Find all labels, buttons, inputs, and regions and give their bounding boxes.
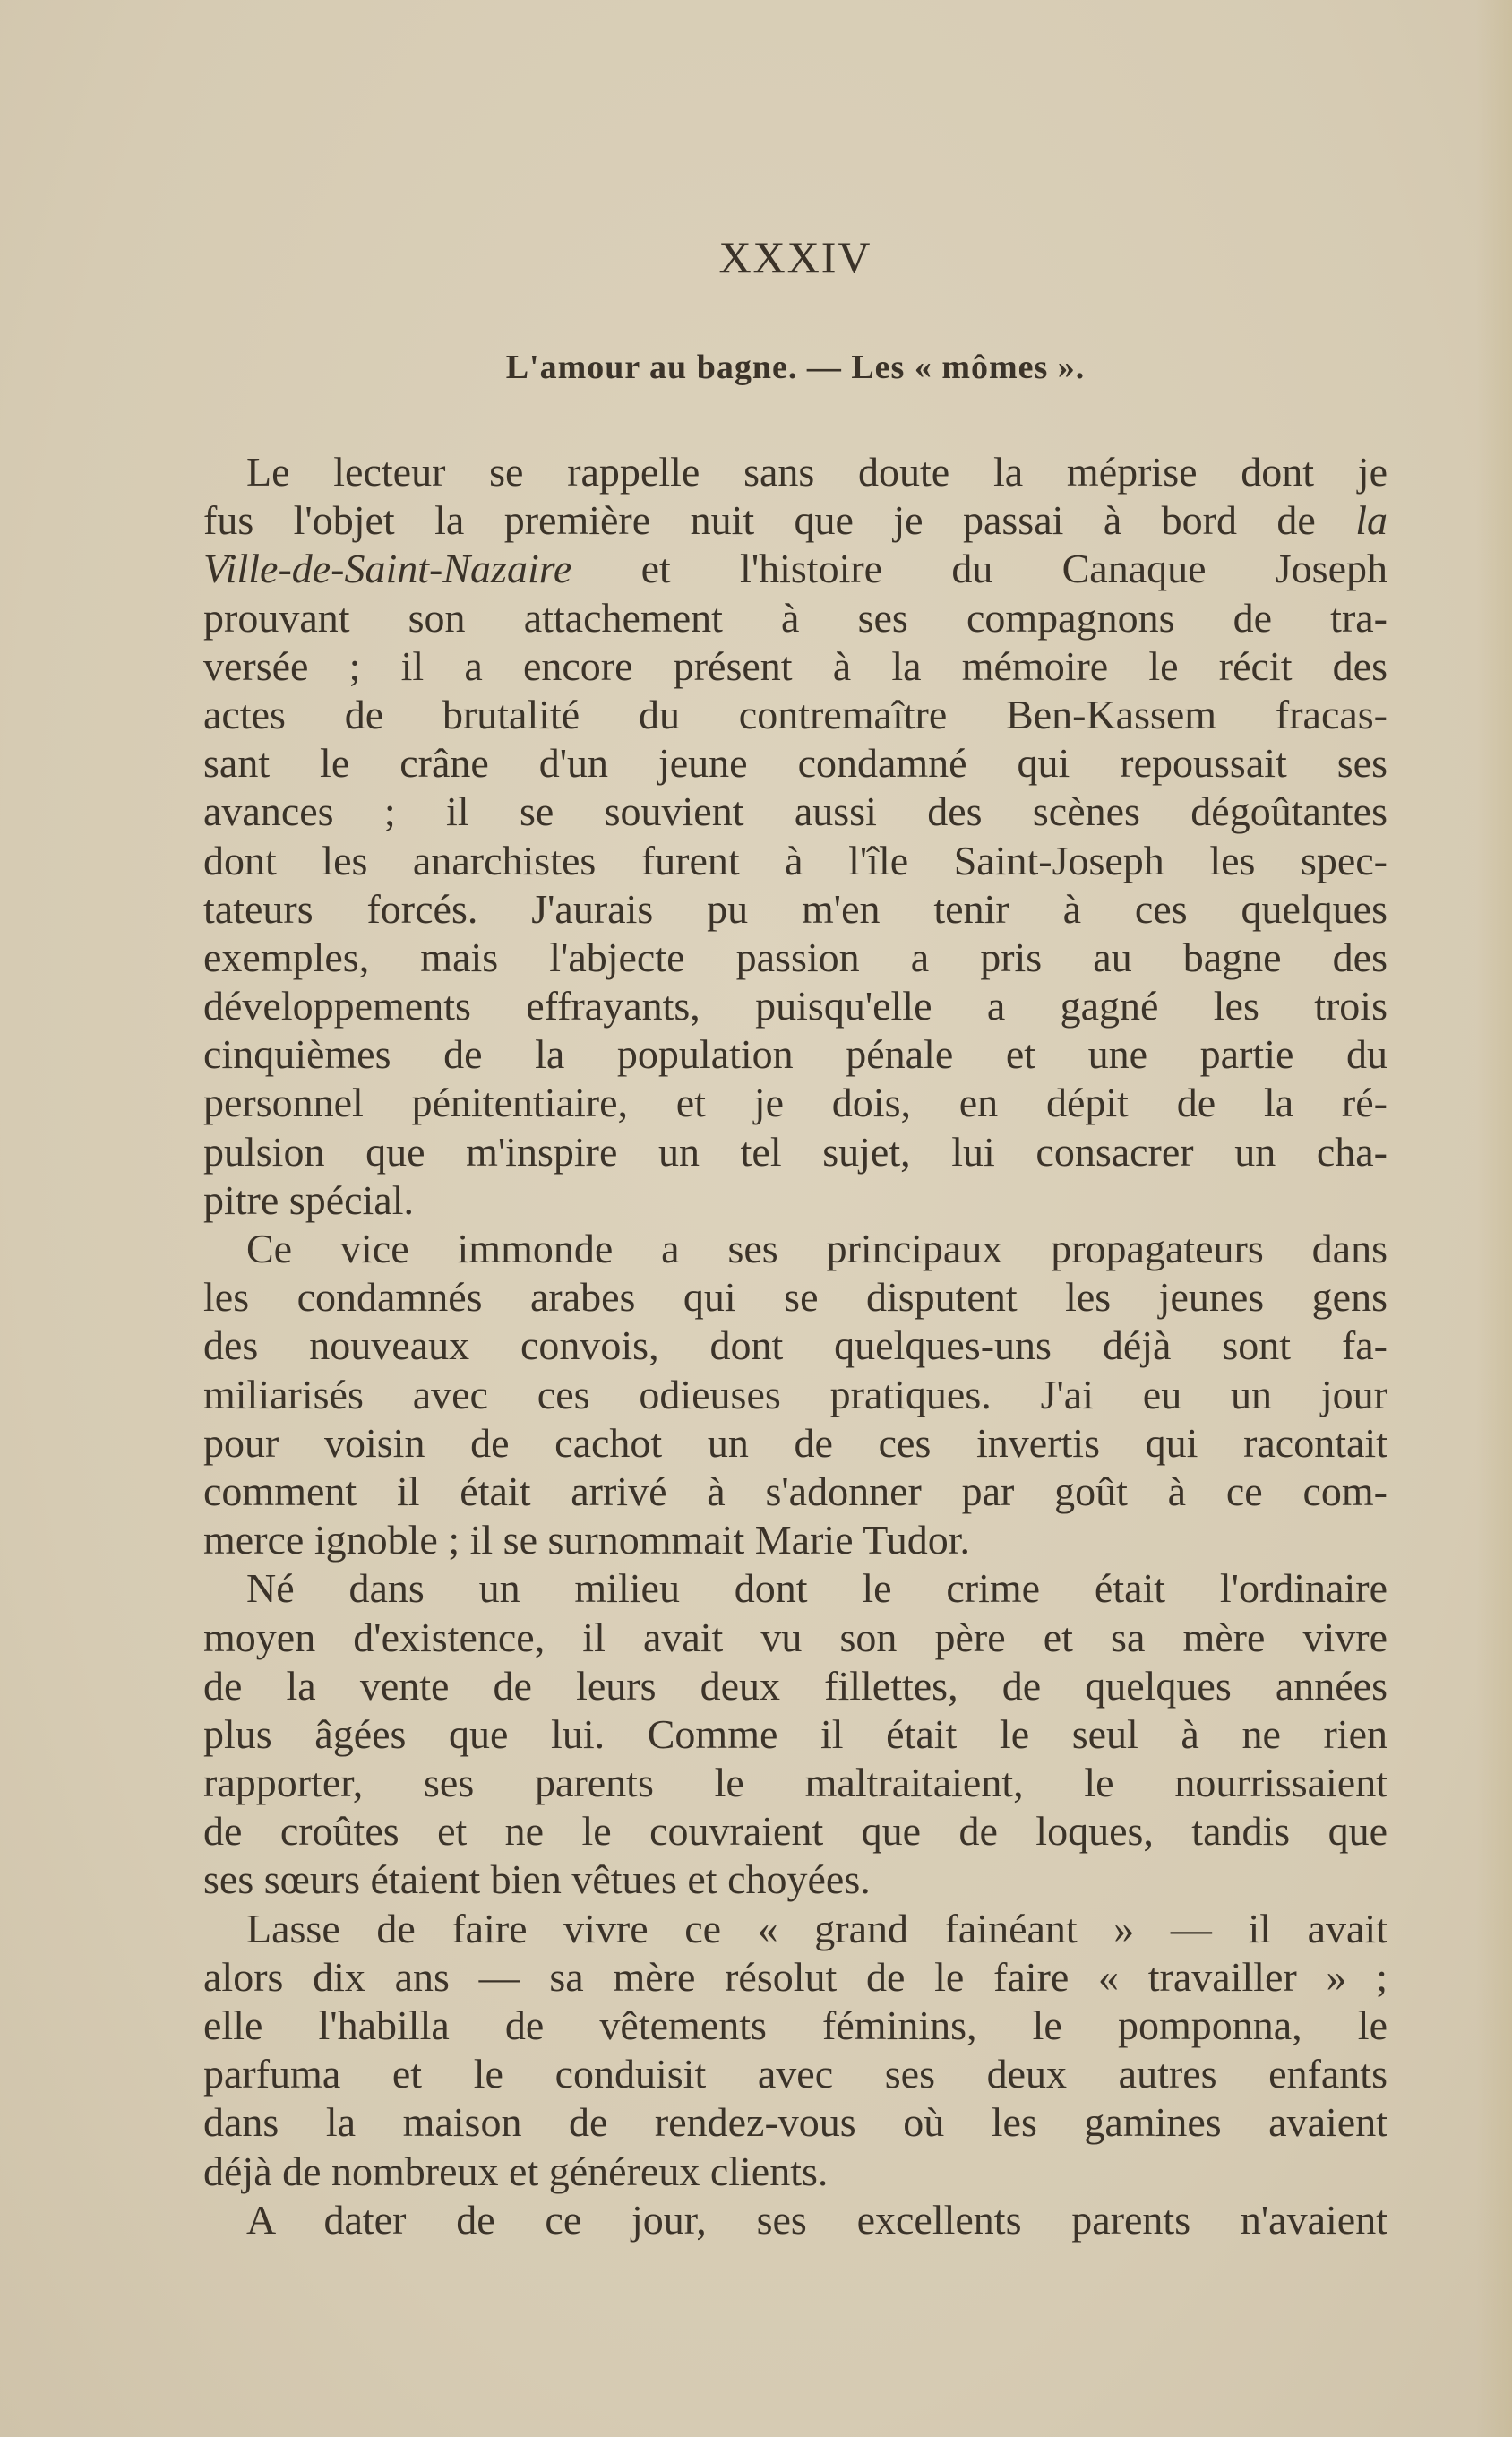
text-segment: parfuma et le conduisit avec ses deux autres enfants <box>203 2051 1387 2097</box>
text-line <box>203 1468 1387 1516</box>
text-line <box>203 1030 1387 1079</box>
text-line <box>203 1371 1387 1419</box>
text-segment: cinquièmes de la population pénale et une partie du <box>203 1031 1387 1078</box>
text-segment: exemples, mais l'abjecte passion a pris au bagne des <box>203 934 1387 980</box>
text-line <box>203 1662 1387 1710</box>
paragraph <box>203 1564 1387 1904</box>
text-line <box>203 448 1387 496</box>
text-line <box>203 1225 1387 1273</box>
text-segment: les condamnés arabes qui se disputent les jeunes gens <box>203 1274 1387 1321</box>
text-line <box>203 2196 1387 2244</box>
text-segment: A dater de ce jour, ses excellents parents n'avaient <box>246 2196 1387 2243</box>
text-line <box>203 2050 1387 2098</box>
text-segment: versée ; il a encore présent à la mémoire le récit des <box>203 642 1387 689</box>
text-segment: fus l'objet la première nuit que je passai à bord de <box>203 497 1356 544</box>
text-segment: miliarisés avec ces odieuses pratiques. J'ai eu un jour <box>203 1371 1387 1417</box>
text-segment: développements effrayants, puisqu'elle a gagné les trois <box>203 983 1387 1029</box>
text-segment: avances ; il se souvient aussi des scènes dégoûtantes <box>203 788 1387 835</box>
text-line <box>203 1905 1387 1953</box>
text-line <box>203 1516 1387 1564</box>
text-segment: Ce vice immonde a ses principaux propagateurs dans <box>246 1226 1387 1271</box>
italic-text: Ville-de-Saint-Nazaire <box>203 546 572 592</box>
text-segment: personnel pénitentiaire, et je dois, en dépit de la ré- <box>203 1080 1387 1126</box>
text-segment: de la vente de leurs deux fillettes, de quelques années <box>203 1662 1387 1709</box>
text-segment: alors dix ans — sa mère résolut de le faire « travailler » ; <box>203 1953 1387 2000</box>
text-segment: Le lecteur se rappelle sans doute la méprise dont je <box>246 449 1387 495</box>
text-segment: pitre spécial. <box>203 1176 415 1223</box>
text-line <box>203 691 1387 739</box>
chapter-body <box>203 448 1387 2244</box>
text-segment: de croûtes et ne le couvraient que de loques, tandis que <box>203 1808 1387 1855</box>
text-segment: des nouveaux convois, dont quelques-uns déjà sont fa- <box>203 1322 1387 1369</box>
text-line <box>203 1273 1387 1322</box>
text-segment: pour voisin de cachot un de ces invertis qui racontait <box>203 1419 1387 1466</box>
text-line <box>203 1322 1387 1370</box>
text-line <box>203 934 1387 982</box>
text-segment: et l'histoire du Canaque Joseph <box>571 546 1387 592</box>
text-segment: elle l'habilla de vêtements féminins, le pomponna, le <box>203 2002 1387 2048</box>
text-segment: ses sœurs étaient bien vêtues et choyées. <box>203 1856 871 1903</box>
text-line <box>203 885 1387 934</box>
paragraph <box>203 448 1387 1225</box>
text-line <box>203 1807 1387 1856</box>
text-segment: sant le crâne d'un jeune condamné qui repoussait ses <box>203 740 1387 787</box>
text-segment: pulsion que m'inspire un tel sujet, lui consacrer un cha- <box>203 1128 1387 1175</box>
text-line <box>203 545 1387 593</box>
text-segment: merce ignoble ; il se surnommait Marie Tudor. <box>203 1517 971 1563</box>
paragraph <box>203 2196 1387 2244</box>
text-line <box>203 594 1387 642</box>
text-segment: dans la maison de rendez-vous où les gamines avaient <box>203 2099 1387 2146</box>
chapter-number: XXXIV <box>718 232 872 282</box>
text-segment: prouvant son attachement à ses compagnons de tra- <box>203 594 1387 641</box>
text-segment: déjà de nombreux et généreux clients. <box>203 2148 829 2194</box>
text-line <box>203 1710 1387 1759</box>
text-segment: rapporter, ses parents le maltraitaient, le nourrissaient <box>203 1760 1387 1806</box>
text-line <box>203 1419 1387 1468</box>
text-line <box>203 2148 1387 2196</box>
paragraph <box>203 1225 1387 1564</box>
text-line <box>203 1564 1387 1613</box>
text-line <box>203 1079 1387 1127</box>
text-line <box>203 2098 1387 2147</box>
text-line <box>203 496 1387 545</box>
text-segment: plus âgées que lui. Comme il était le seul à ne rien <box>203 1710 1387 1757</box>
text-line <box>203 1856 1387 1904</box>
chapter-title: L'amour au bagne. — Les « mômes ». <box>505 349 1086 386</box>
text-line <box>203 982 1387 1030</box>
text-line <box>203 1759 1387 1807</box>
text-line <box>203 1614 1387 1662</box>
text-segment: Lasse de faire vivre ce « grand fainéant » — il avait <box>246 1905 1387 1951</box>
text-segment: comment il était arrivé à s'adonner par goût à ce com- <box>203 1468 1387 1514</box>
text-line <box>203 642 1387 691</box>
italic-text: la <box>1355 497 1387 544</box>
text-segment: moyen d'existence, il avait vu son père et sa mère vivre <box>203 1614 1387 1660</box>
text-line <box>203 788 1387 836</box>
text-segment: dont les anarchistes furent à l'île Saint-Joseph les spec- <box>203 837 1387 883</box>
text-segment: Né dans un milieu dont le crime était l'ordinaire <box>246 1565 1387 1612</box>
text-segment: tateurs forcés. J'aurais pu m'en tenir à ces quelques <box>203 885 1387 932</box>
text-line <box>203 837 1387 885</box>
text-segment: actes de brutalité du contremaître Ben-Kassem fracas- <box>203 691 1387 737</box>
paragraph <box>203 1905 1387 2196</box>
text-line <box>203 1953 1387 2002</box>
text-line <box>203 1176 1387 1225</box>
text-line <box>203 2002 1387 2050</box>
text-line <box>203 1128 1387 1176</box>
text-line <box>203 739 1387 788</box>
